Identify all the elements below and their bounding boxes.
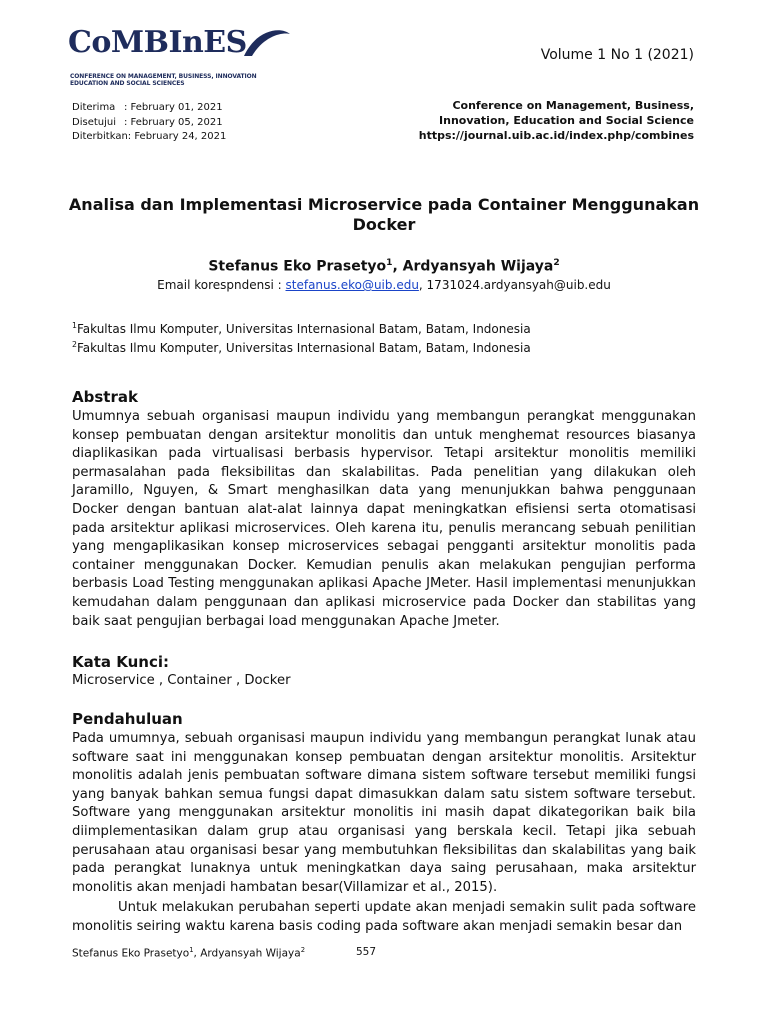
correspondence-email: Email korespndensi : stefanus.eko@uib.edu, 1731024.ardyansyah@uib.edu [157,278,611,292]
conference-name-line1: Conference on Management, Business, [452,99,694,112]
date-approved: Disetujui : February 05, 2021 [72,116,223,128]
journal-url[interactable]: https://journal.uib.ac.id/index.php/combines [418,129,694,143]
affiliation-1: $^1$Fakultas Ilmu Komputer, Universitas Internasional Batam, Batam, Indonesia [72,321,531,336]
abstract-body: Umumnya sebuah organisasi maupun individu yang membangun perangkat menggunakan konsep pembuatan dengan arsitektur monolitis dan untuk menghemat resources biasanya diaplikasikan pada virtualisasi berbasis hypervisor. Tetapi arsitektur monolitis memiliki permasalahan pada fleksibilitas dan skalabilitas. Pada penelitian yang dilakukan oleh Jaramillo, Nguyen, & Smart menghasilkan data yang menunjukkan bahwa penggunaan Docker dengan bantuan alat-alat lainnya dapat meningkatkan efisiensi serta otomatisasi pada arsitektur aplikasi microservices. Oleh karena itu, penulis merancang sebuah penilitian yang mengaplikasikan konsep microservices sebagai pengganti arsitektur monolitis pada container menggunakan Docker. Kemudian penulis akan melakukan pengujian performa berbasis Load Testing menggunakan aplikasi Apache JMeter. Hasil implementasi menunjukkan kemudahan dalam penggunaan dan aplikasi microservice pada Docker dan stabilitas yang baik saat pengujian berbagai load menggunakan Apache Jmeter. [72,409,696,629]
introduction-heading: Pendahuluan [72,710,183,728]
affiliation-2: $^2$Fakultas Ilmu Komputer, Universitas Internasional Batam, Batam, Indonesia [72,340,531,355]
footer-authors: Stefanus Eko Prasetyo$^1$, Ardyansyah Wijaya$^2$ [72,946,306,960]
conference-name-line2: Innovation, Education and Social Science [439,114,694,128]
submission-dates [72,101,226,145]
conference-info [419,98,694,144]
keywords-body: Microservice , Container , Docker [72,673,291,688]
paper-title: Analisa dan Implementasi Microservice pada Container Menggunakan Docker [68,195,700,234]
affiliations [72,318,531,356]
introduction-paragraph-1: Pada umumnya, sebuah organisasi maupun individu yang membangun perangkat lunak atau software saat ini menggunakan konsep pembuatan dengan arsitektur monolitis. Arsitektur monolitis adalah jenis pembuatan software dimana sistem software tersebut memiliki fungsi yang banyak bahkan semua fungsi dapat dimasukkan dalam satu sistem software tersebut. Software yang menggunakan arsitektur monolitis ini masih dapat dikategorikan baik bila diimplementasikan dalam grup atau organisasi yang berskala kecil. Tetapi jika sebuah perusahaan atau organisasi besar yang membutuhkan fleksibilitas dan skalabilitas yang baik pada perangkat lunaknya untuk meningkatkan daya saing perusahaan, maka arsitektur monolitis akan menjadi hambatan besar(Villamizar et al., 2015). [72,731,696,895]
logo-swoosh-icon [238,26,294,66]
author-1: Stefanus Eko Prasetyo [208,258,387,275]
volume-label: Volume 1 No 1 (2021) [540,47,694,63]
page-number: 557 [356,946,377,958]
keywords-heading: Kata Kunci: [72,653,170,671]
logo-wordmark: CoMBInES [68,25,247,60]
introduction-paragraph-2: Untuk melakukan perubahan seperti update akan menjadi semakin sulit pada software monolitis seiring waktu karena basis coding pada software akan menjadi semakin besar dan [72,900,696,934]
date-received: Diterima : February 01, 2021 [72,102,223,113]
logo-subtitle-line2: EDUCATION AND SOCIAL SCIENCES [70,80,185,87]
author-line: Stefanus Eko Prasetyo$^1$, Ardyansyah Wijaya$^2$ [208,258,560,275]
email-link[interactable]: stefanus.eko@uib.edu [285,278,419,292]
author-2: Ardyansyah Wijaya [402,258,554,275]
logo-subtitle-line1: CONFERENCE ON MANAGEMENT, BUSINESS, INNOVATION [70,73,257,80]
date-published: Diterbitkan: February 24, 2021 [72,131,227,142]
abstract-heading: Abstrak [72,388,138,406]
journal-logo [68,25,308,88]
